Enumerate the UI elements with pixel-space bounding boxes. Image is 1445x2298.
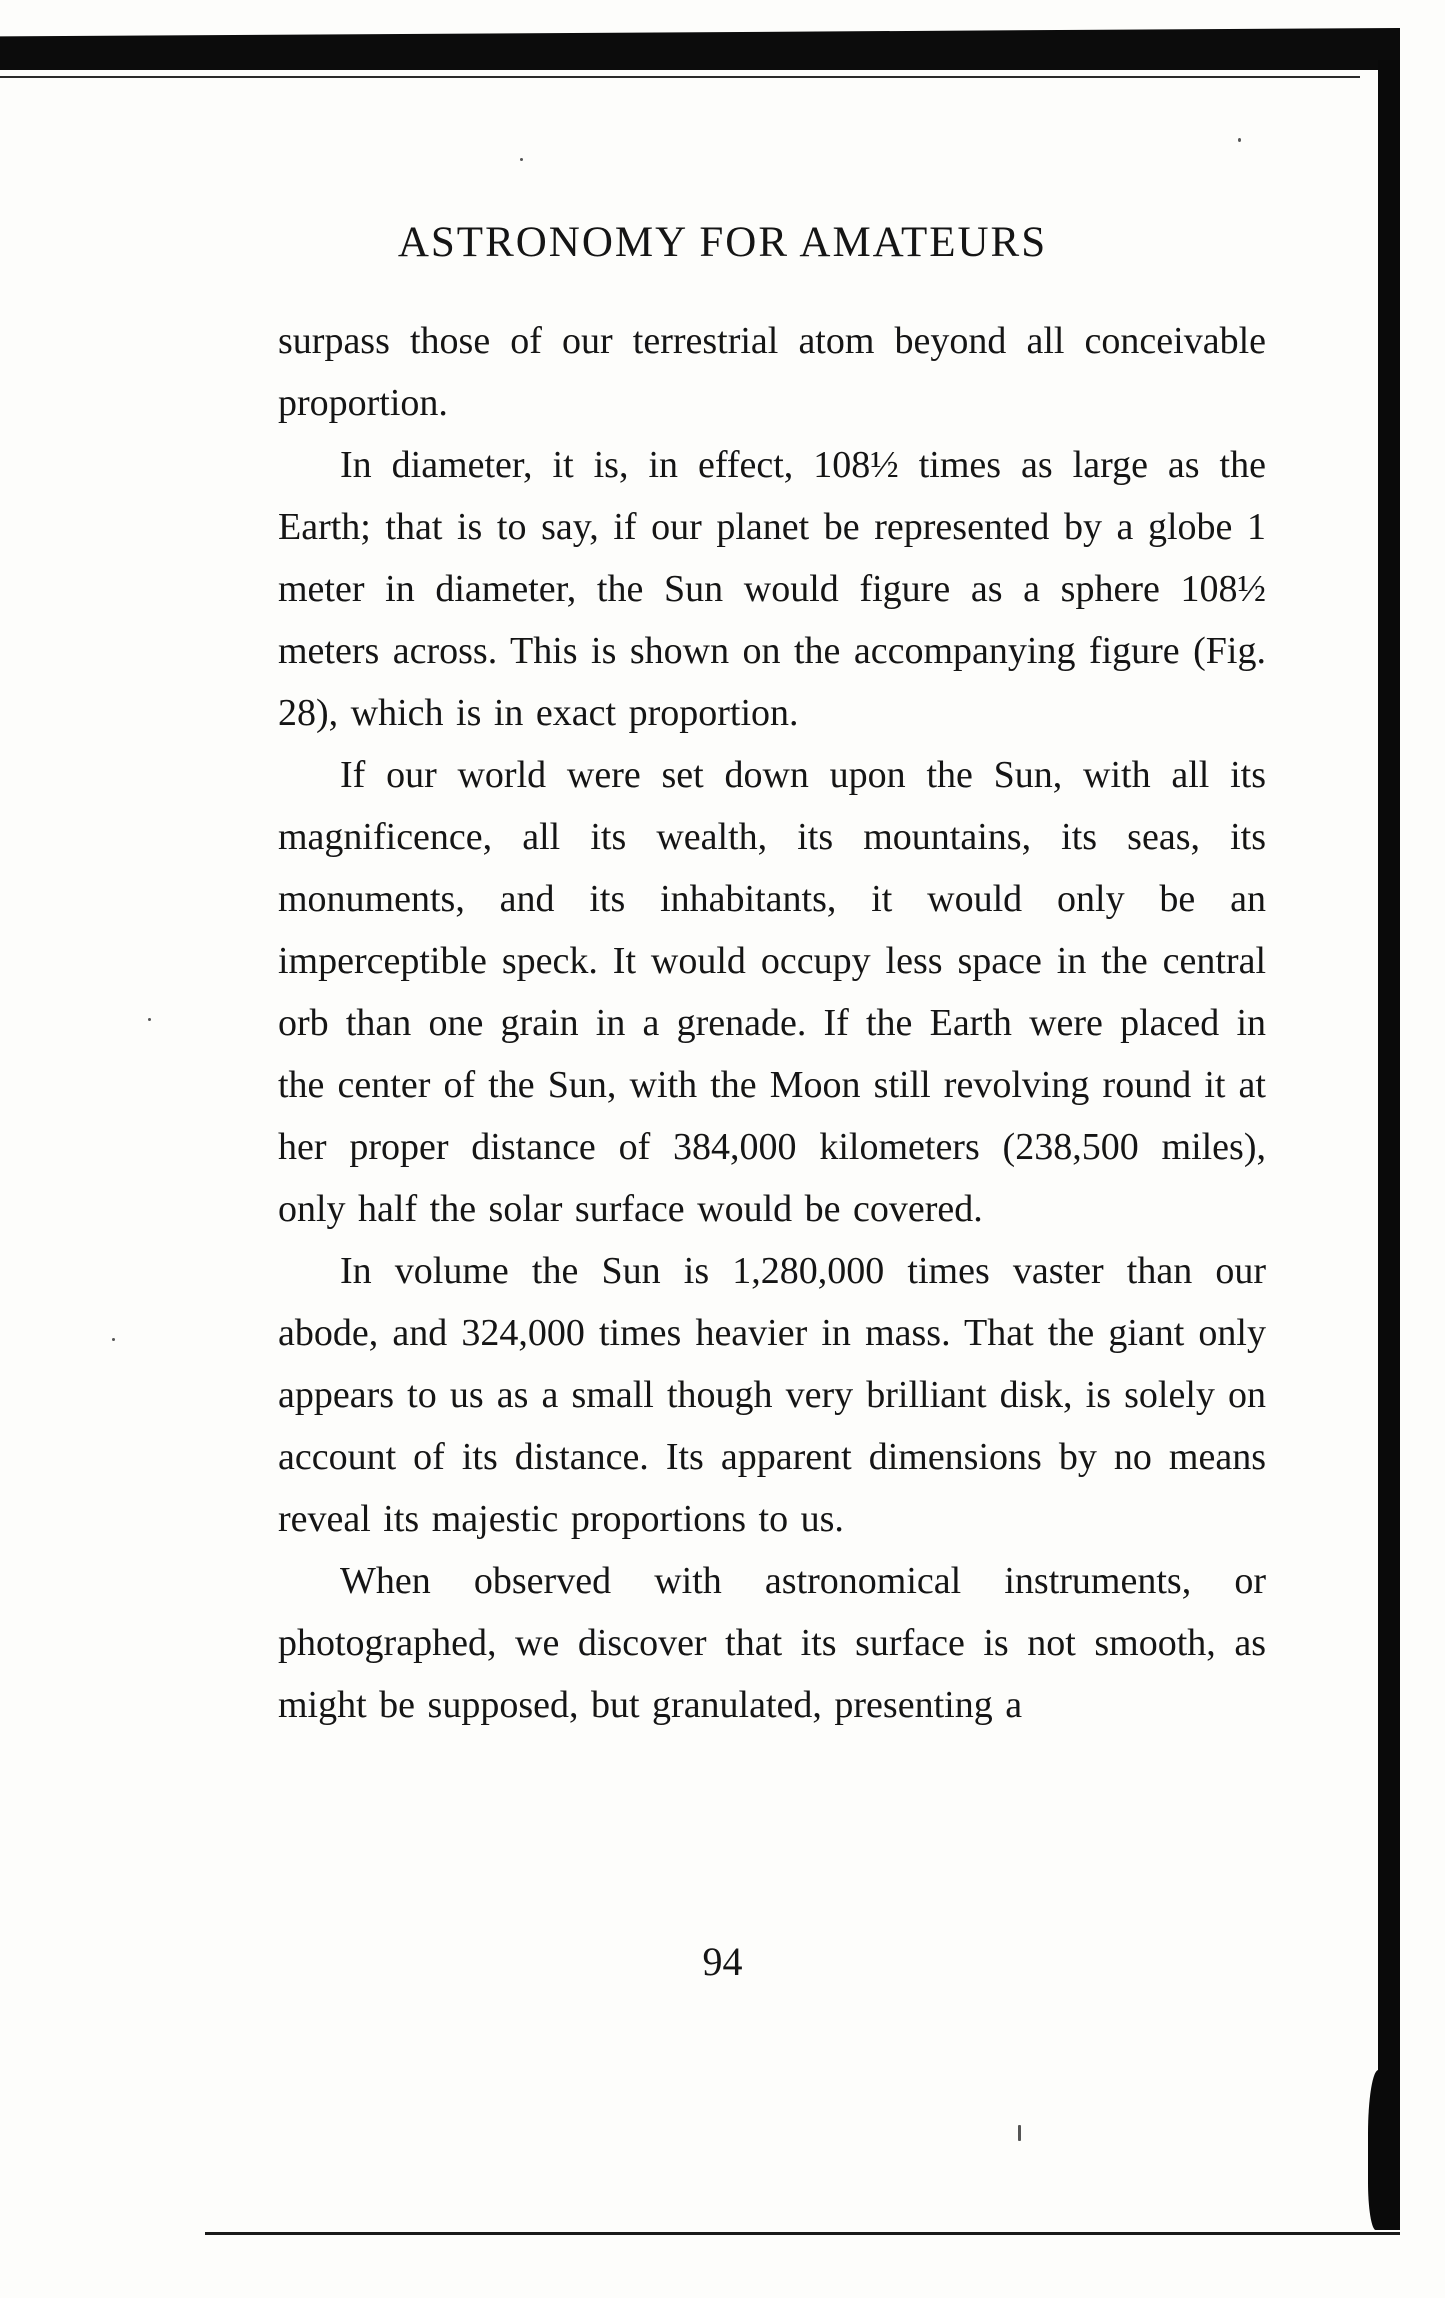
paragraph: surpass those of our terrestrial atom beyond all conceivable proportion. <box>278 320 1266 424</box>
body-text <box>278 310 1266 1736</box>
paragraph: In diameter, it is, in effect, 108½ times as large as the Earth; that is to say, if our planet be represented by a globe 1 meter in diameter, the Sun would figure as a sphere 108½ meters across. This is shown on the accompanying figure (Fig. 28), which is in exact proportion. <box>278 444 1266 734</box>
running-head: ASTRONOMY FOR AMATEURS <box>397 219 1048 266</box>
scan-speck <box>520 158 523 161</box>
paragraph: If our world were set down upon the Sun, with all its magnificence, all its wealth, its mountains, its seas, its monuments, and its inhabitants, it would only be an imperceptible speck. It would occupy less space in the central orb than one grain in a grenade. If the Earth were placed in the center of the Sun, with the Moon still revolving round it at her proper distance of 384,000 kilometers (238,500 miles), only half the solar surface would be covered. <box>278 754 1266 1230</box>
scan-top-rule <box>0 76 1360 78</box>
scan-speck <box>148 1018 151 1021</box>
paragraph: In volume the Sun is 1,280,000 times vaster than our abode, and 324,000 times heavier in mass. That the giant only appears to us as a small though very brilliant disk, is solely on account of its distance. Its apparent dimensions by no means reveal its majestic proportions to us. <box>278 1250 1266 1540</box>
scan-right-shadow <box>1368 2070 1394 2230</box>
scan-speck <box>1018 2125 1021 2141</box>
paragraph: When observed with astronomical instruments, or photographed, we discover that its surface is not smooth, as might be supposed, but granulated, presenting a <box>278 1560 1266 1726</box>
scan-speck <box>1238 138 1241 142</box>
page-number: 94 <box>702 1939 743 1984</box>
scan-right-border <box>1378 60 1400 2230</box>
scan-speck <box>112 1338 115 1341</box>
scan-top-border <box>0 28 1400 70</box>
scan-bottom-rule <box>205 2232 1400 2235</box>
